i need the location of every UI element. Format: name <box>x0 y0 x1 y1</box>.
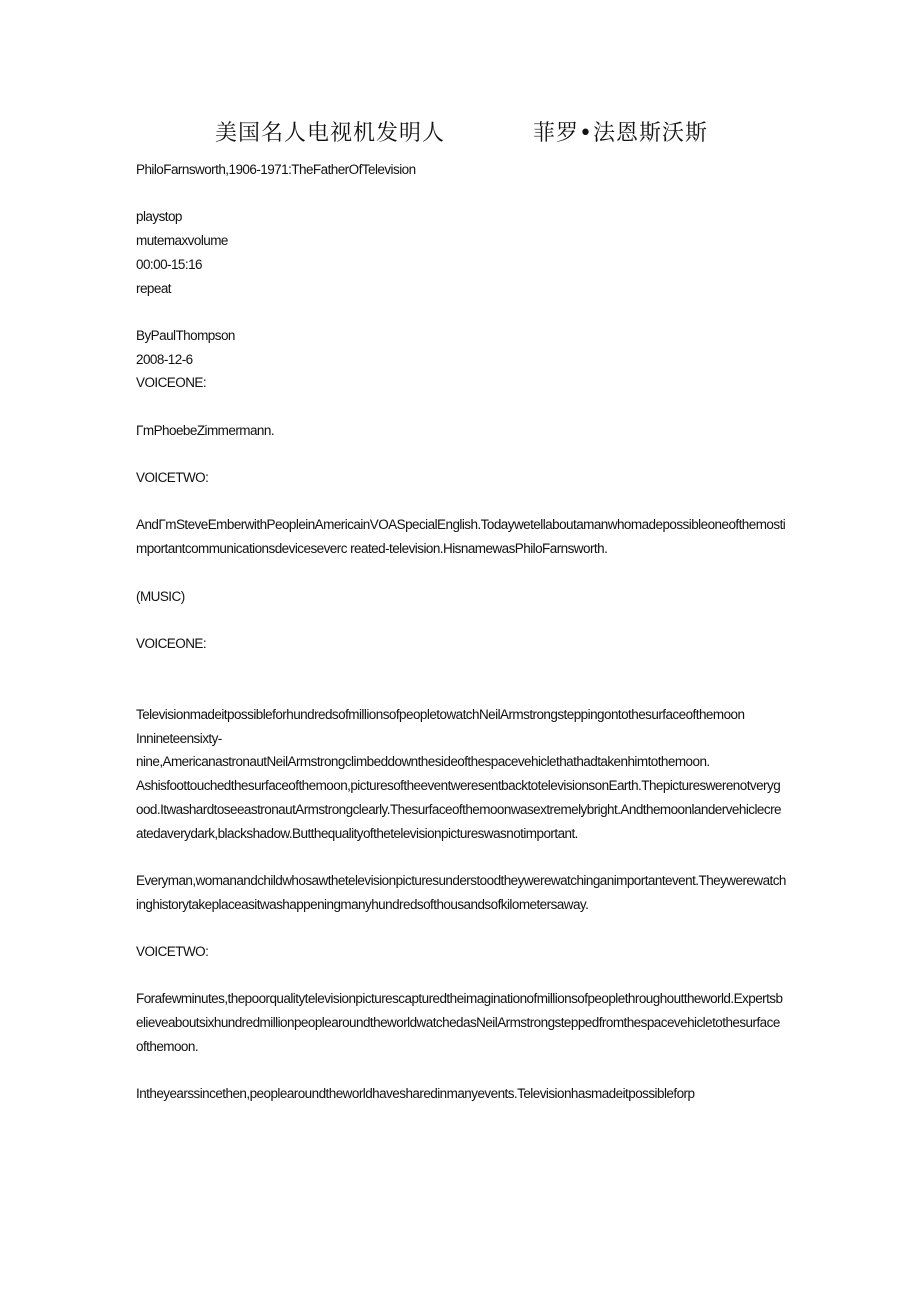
paragraph: Innineteensixty- <box>136 730 222 746</box>
player-mute-volume: mutemaxvolume <box>136 233 228 249</box>
paragraph: AndΓmSteveEmberwithPeopleinAmericainVOASpecialEnglish.Todaywetellaboutamanwhomadepossibleoneofthemostimportantcommunicationsdeviceseverc reated-television.HisnamewasPhiloFarnsworth. <box>136 517 786 557</box>
speaker-label: VOICEONE: <box>136 635 207 651</box>
byline-author: ByPaulThompson <box>136 327 235 343</box>
speaker-label: VOICETWO: <box>136 944 209 960</box>
player-repeat: repeat <box>136 280 171 296</box>
paragraph: ΓmPhoebeZimmermann. <box>136 422 275 438</box>
title-left: 美国名人电视机发明人 <box>215 121 446 146</box>
paragraph: nine,AmericanastronautNeilArmstrongclimbeddownthesideofthespacevehiclethathadtakenhimtothemoon. <box>136 754 710 770</box>
player-play-stop: playstop <box>136 209 182 225</box>
music-cue: (MUSIC) <box>136 588 185 604</box>
speaker-label: VOICEONE: <box>136 375 207 391</box>
document-title <box>0 116 920 148</box>
paragraph: Everyman,womanandchildwhosawthetelevisionpicturesunderstoodtheywerewatchinganimportantevent.Theywerewatchinghistorytakeplaceasitwashappeningmanyhundredsofthousandsofkilometersaway. <box>136 872 786 912</box>
image-caption: TelevisionmadeitpossibleforhundredsofmillionsofpeopletowatchNeilArmstrongsteppingontothesurfaceofthemoon <box>136 707 745 723</box>
paragraph: Intheyearssincethen,peoplearoundtheworldhavesharedinmanyevents.Televisionhasmadeitpossibleforp <box>136 1086 695 1102</box>
paragraph: Forafewminutes,thepoorqualitytelevisionpicturescapturedtheimaginationofmillionsofpeoplethroughouttheworld.ExpertsbelieveaboutsixhundredmillionpeoplearoundtheworldwatchedasNeilArmstrongsteppedfromthespacevehicletothesurfaceofthemoon. <box>136 991 783 1054</box>
title-right: 菲罗•法恩斯沃斯 <box>533 121 708 146</box>
byline-date: 2008-12-6 <box>136 351 193 367</box>
document-body <box>136 158 786 1106</box>
speaker-label: VOICETWO: <box>136 470 209 486</box>
subtitle: PhiloFarnsworth,1906-1971:TheFatherOfTelevision <box>136 162 416 177</box>
paragraph: Ashisfoottouchedthesurfaceofthemoon,picturesoftheeventweresentbacktotelevisionsonEarth.Thepictureswerenotverygood.ItwashardtoseeastronautArmstrongclearly.Thesurfaceofthemoonwasextremelybright.Andthemoonlandervehiclecreatedaverydark,blackshadow.Butthequalityofthetelevisionpictureswasnotimportant. <box>136 778 781 841</box>
player-time: 00:00-15:16 <box>136 256 203 272</box>
